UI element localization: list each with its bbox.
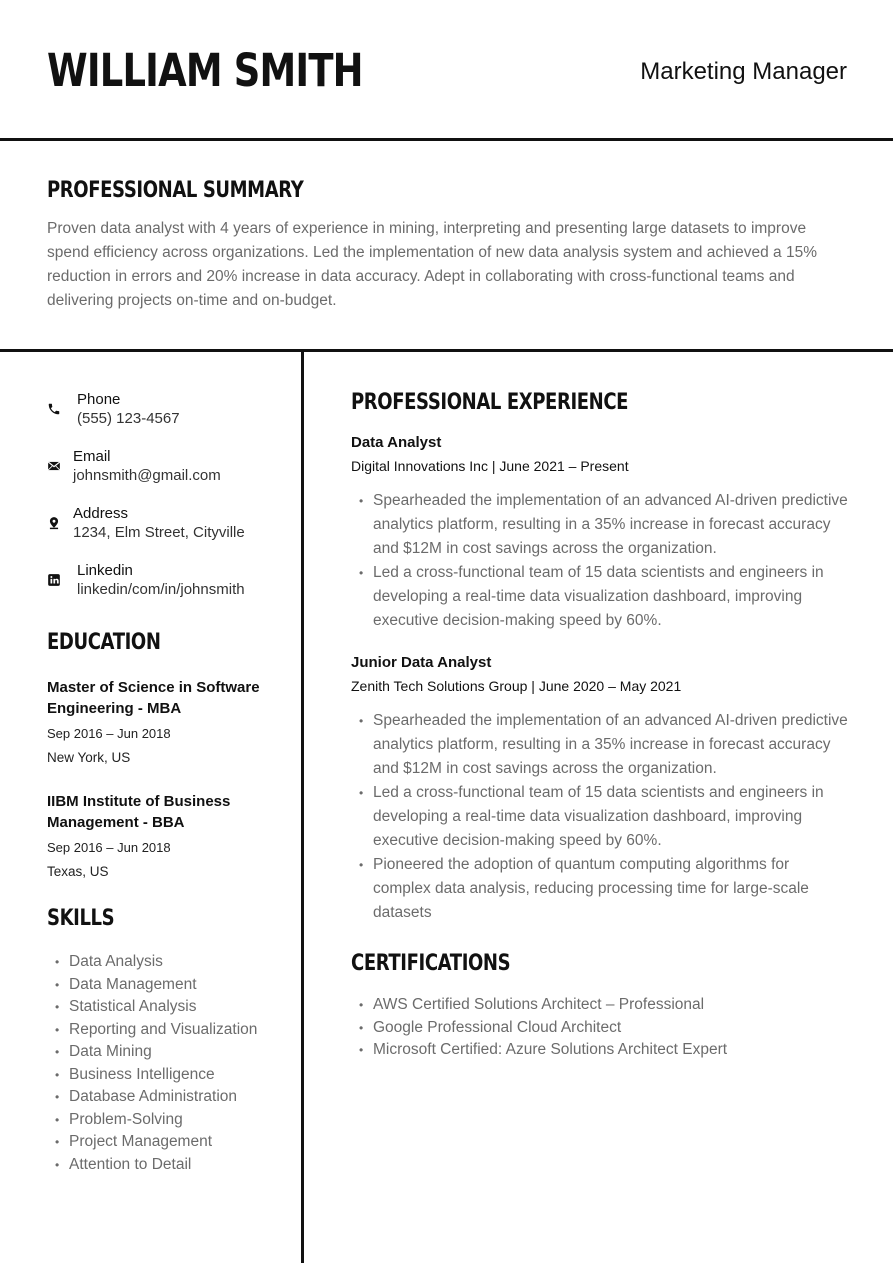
experience-heading: PROFESSIONAL EXPERIENCE xyxy=(351,390,629,415)
skill-item: • Problem-Solving xyxy=(47,1109,287,1132)
skill-item: • Attention to Detail xyxy=(47,1154,287,1177)
contact-label: Phone xyxy=(77,391,121,408)
education-degree: IIBM Institute of Business Management - BBA xyxy=(47,793,231,831)
certification-item: • Microsoft Certified: Azure Solutions Architect Expert xyxy=(351,1039,851,1062)
education-dates: Sep 2016 – Jun 2018 xyxy=(47,726,171,741)
contact-value: (555) 123-4567 xyxy=(77,410,180,427)
phone-icon xyxy=(47,402,61,416)
summary-section xyxy=(47,178,847,313)
job-bullet: • Spearheaded the implementation of an advanced AI-driven predictive analytics platform, resulting in a 35% increase in forecast accuracy and $12M in cost savings across the organization. xyxy=(351,489,851,561)
job-role: Junior Data Analyst xyxy=(351,654,492,671)
contact-phone xyxy=(47,390,287,447)
job-bullet: • Pioneered the adoption of quantum computing algorithms for complex data analysis, reducing processing time for large-scale datasets xyxy=(351,853,851,925)
education-location: New York, US xyxy=(47,750,131,765)
skill-item: • Data Analysis xyxy=(47,951,287,974)
job-meta: Zenith Tech Solutions Group | June 2020 – May 2021 xyxy=(351,678,682,694)
skill-item: • Data Mining xyxy=(47,1041,287,1064)
summary-heading: PROFESSIONAL SUMMARY xyxy=(47,178,304,203)
contact-value: 1234, Elm Street, Cityville xyxy=(73,524,245,541)
contact-email xyxy=(47,447,287,504)
skills-heading: SKILLS xyxy=(47,906,115,931)
skill-item: • Project Management xyxy=(47,1131,287,1154)
skill-item: • Business Intelligence xyxy=(47,1064,287,1087)
summary-text: Proven data analyst with 4 years of experience in mining, interpreting and presenting large datasets to improve spend efficiency across organizations. Led the implementation of new data analysis system and achieved a 15% reduction in errors and 20% increase in data accuracy. Adept in collaborating with cross-functional teams and delivering projects on-time and on-budget. xyxy=(47,220,817,309)
job-entry xyxy=(351,433,851,633)
education-dates: Sep 2016 – Jun 2018 xyxy=(47,840,171,855)
resume-header xyxy=(0,0,893,140)
contact-linkedin xyxy=(47,561,287,618)
job-bullet: • Spearheaded the implementation of an advanced AI-driven predictive analytics platform, resulting in a 35% increase in forecast accuracy and $12M in cost savings across the organization. xyxy=(351,709,851,781)
job-entry xyxy=(351,653,851,925)
skill-item: • Reporting and Visualization xyxy=(47,1019,287,1042)
email-icon xyxy=(47,459,61,473)
education-location: Texas, US xyxy=(47,864,109,879)
contact-label: Address xyxy=(73,505,129,522)
certifications-list xyxy=(351,994,851,1062)
job-bullet: • Led a cross-functional team of 15 data scientists and engineers in developing a real-time data visualization dashboard, improving executive decision-making speed by 60%. xyxy=(351,781,851,853)
education-item xyxy=(47,791,287,880)
location-icon xyxy=(47,516,61,530)
contact-value: johnsmith@gmail.com xyxy=(73,467,221,484)
contact-label: Linkedin xyxy=(77,562,133,579)
education-heading: EDUCATION xyxy=(47,630,161,655)
certifications-heading: CERTIFICATIONS xyxy=(351,951,511,976)
job-role: Data Analyst xyxy=(351,434,442,451)
left-column xyxy=(47,390,287,1176)
job-bullet: • Led a cross-functional team of 15 data scientists and engineers in developing a real-time data visualization dashboard, improving executive decision-making speed by 60%. xyxy=(351,561,851,633)
job-title: Marketing Manager xyxy=(640,58,847,85)
job-bullets xyxy=(351,709,851,925)
education-item xyxy=(47,677,287,766)
contact-address xyxy=(47,504,287,561)
certification-item: • Google Professional Cloud Architect xyxy=(351,1017,851,1040)
contact-value: linkedin/com/in/johnsmith xyxy=(77,581,245,598)
column-divider xyxy=(301,349,304,1263)
job-bullets xyxy=(351,489,851,633)
middle-divider xyxy=(0,349,893,352)
skills-list xyxy=(47,951,287,1176)
certification-item: • AWS Certified Solutions Architect – Professional xyxy=(351,994,851,1017)
right-column xyxy=(351,390,851,1062)
job-meta: Digital Innovations Inc | June 2021 – Present xyxy=(351,458,629,474)
candidate-name: WILLIAM SMITH xyxy=(47,44,363,97)
linkedin-icon xyxy=(47,573,61,587)
top-divider xyxy=(0,138,893,141)
contact-label: Email xyxy=(73,448,111,465)
skill-item: • Statistical Analysis xyxy=(47,996,287,1019)
skill-item: • Database Administration xyxy=(47,1086,287,1109)
education-degree: Master of Science in Software Engineering - MBA xyxy=(47,679,260,717)
skill-item: • Data Management xyxy=(47,974,287,997)
